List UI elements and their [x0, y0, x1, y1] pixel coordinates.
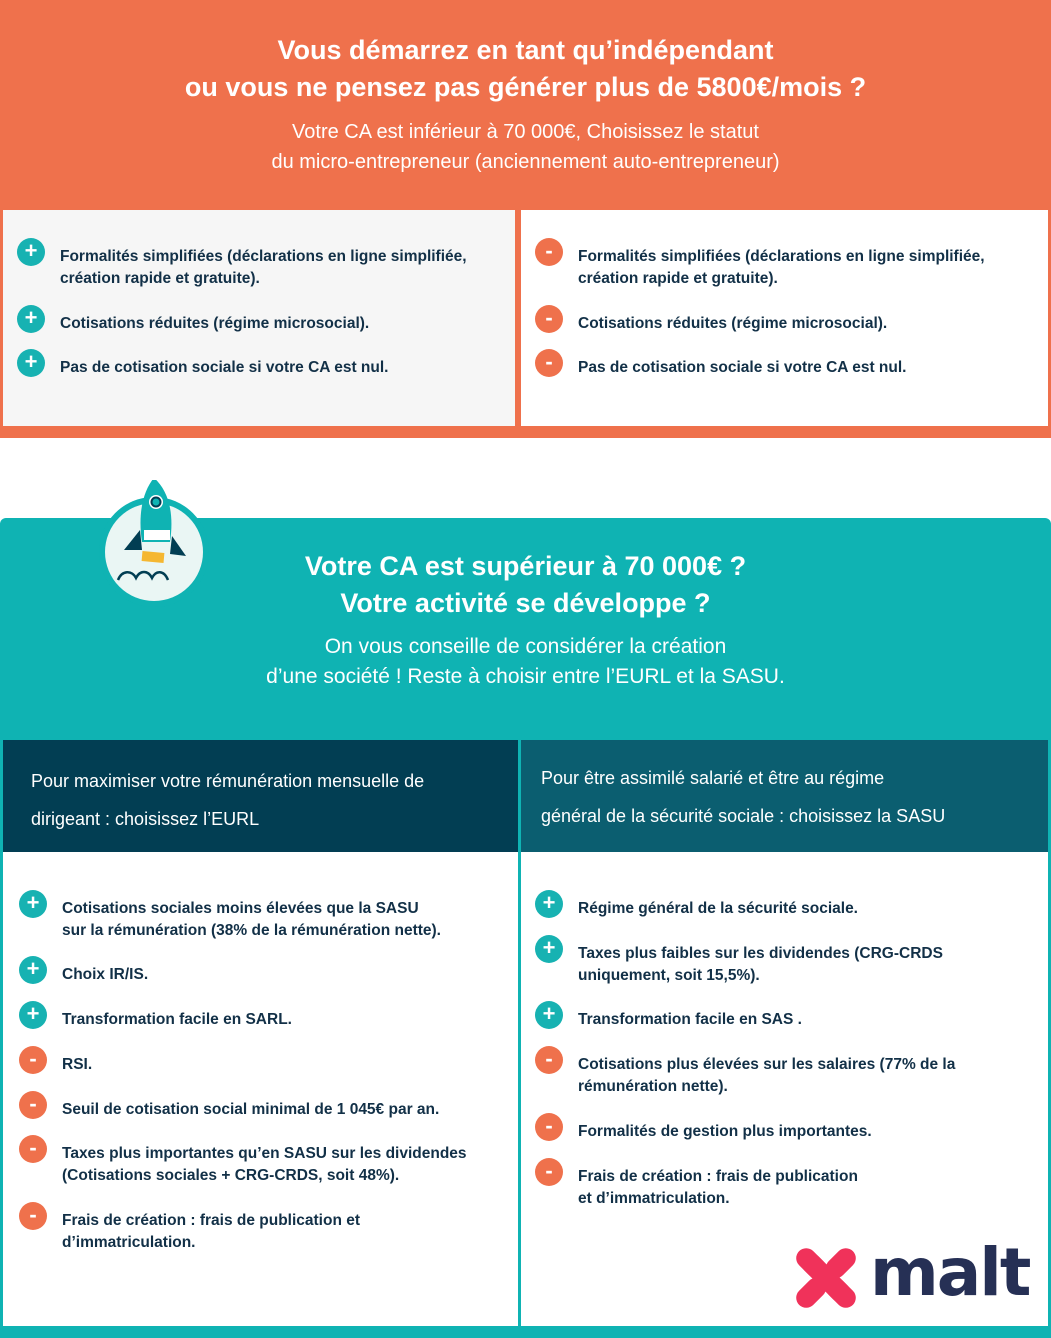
minus-icon: - [535, 305, 563, 333]
list-item [535, 238, 1038, 290]
eurl-choice-line-2: dirigeant : choisissez l’EURL [31, 809, 260, 829]
minus-icon: - [535, 349, 563, 377]
malt-logo [786, 1234, 1036, 1318]
item-text: Formalités simplifiées (déclarations en ligne simplifiée, création rapide et gratuite). [60, 248, 467, 287]
minus-icon: - [19, 1135, 47, 1163]
eurl-choice-line-1: Pour maximiser votre rémunération mensuelle de [31, 771, 425, 791]
sasu-choice-line-2: général de la sécurité sociale : choisissez la SASU [541, 806, 946, 826]
item-text: Choix IR/IS. [62, 966, 149, 983]
minus-icon: - [19, 1202, 47, 1230]
eurl-panel [3, 852, 518, 1326]
rocket-icon [96, 470, 214, 610]
minus-icon: - [535, 238, 563, 266]
item-text: Pas de cotisation sociale si votre CA est nul. [578, 359, 907, 376]
list-item [19, 890, 508, 942]
subtitle-line-1: On vous conseille de considérer la création [324, 635, 727, 658]
micro-entrepreneur-subtitle [0, 117, 1051, 177]
minus-icon: - [535, 1046, 563, 1074]
list-item [535, 1046, 1038, 1098]
title-line-2: Votre activité se développe ? [340, 588, 711, 618]
item-text: Seuil de cotisation social minimal de 1 045€ par an. [62, 1101, 440, 1118]
plus-icon: + [535, 1001, 563, 1029]
item-text: Formalités simplifiées (déclarations en ligne simplifiée, création rapide et gratuite). [578, 248, 985, 287]
eurl-choice-banner [3, 740, 518, 852]
list-item [535, 935, 1038, 987]
list-item [19, 1202, 508, 1254]
plus-icon: + [19, 1001, 47, 1029]
list-item [19, 1001, 508, 1031]
company-section-subtitle [0, 632, 1051, 692]
item-text: Pas de cotisation sociale si votre CA est nul. [60, 359, 389, 376]
list-item [535, 1113, 1038, 1143]
subtitle-line-1: Votre CA est inférieur à 70 000€, Choisissez le statut [292, 121, 759, 143]
list-item [17, 349, 505, 379]
plus-icon: + [19, 956, 47, 984]
micro-entrepreneur-title [0, 32, 1051, 106]
list-item [17, 305, 505, 335]
list-item [535, 349, 1038, 379]
minus-icon: - [19, 1046, 47, 1074]
plus-icon: + [17, 349, 45, 377]
list-item [19, 956, 508, 986]
item-text: Taxes plus importantes qu’en SASU sur les dividendes (Cotisations sociales + CRG-CRDS, soit 48%). [62, 1145, 467, 1184]
list-item [535, 305, 1038, 335]
title-line-1: Votre CA est supérieur à 70 000€ ? [304, 551, 747, 581]
bottom-border [0, 1326, 1051, 1338]
item-text: Formalités de gestion plus importantes. [578, 1123, 872, 1140]
plus-icon: + [17, 238, 45, 266]
subtitle-line-2: du micro-entrepreneur (anciennement auto-entrepreneur) [271, 151, 780, 173]
item-text: RSI. [62, 1056, 93, 1073]
list-item [19, 1091, 508, 1121]
micro-entrepreneur-section [0, 0, 1051, 438]
item-text: Taxes plus faibles sur les dividendes (CRG-CRDS uniquement, soit 15,5%). [578, 945, 943, 984]
list-item [535, 890, 1038, 920]
item-text: Cotisations sociales moins élevées que la SASU sur la rémunération (38% de la rémunération nette). [62, 900, 441, 939]
plus-icon: + [535, 890, 563, 918]
subtitle-line-2: d’une société ! Reste à choisir entre l’EURL et la SASU. [266, 665, 785, 688]
plus-icon: + [19, 890, 47, 918]
list-item [17, 238, 505, 290]
malt-flower-icon [786, 1238, 866, 1318]
item-text: Cotisations plus élevées sur les salaires (77% de la rémunération nette). [578, 1056, 956, 1095]
sasu-choice-banner [521, 740, 1048, 852]
advantages-panel [3, 210, 515, 426]
item-text: Cotisations réduites (régime microsocial). [60, 315, 370, 332]
list-item [535, 1158, 1038, 1210]
title-line-2: ou vous ne pensez pas générer plus de 5800€/mois ? [184, 72, 867, 102]
plus-icon: + [17, 305, 45, 333]
micro-entrepreneur-header [0, 0, 1051, 208]
item-text: Frais de création : frais de publication et d’immatriculation. [62, 1212, 361, 1251]
plus-icon: + [535, 935, 563, 963]
minus-icon: - [535, 1113, 563, 1141]
title-line-1: Vous démarrez en tant qu’indépendant [277, 35, 774, 65]
minus-icon: - [19, 1091, 47, 1119]
item-text: Frais de création : frais de publication et d’immatriculation. [578, 1168, 858, 1207]
minus-icon: - [535, 1158, 563, 1186]
list-item [19, 1046, 508, 1076]
item-text: Cotisations réduites (régime microsocial). [578, 315, 888, 332]
sasu-choice-line-1: Pour être assimilé salarié et être au régime [541, 768, 885, 788]
item-text: Transformation facile en SARL. [62, 1011, 292, 1028]
disadvantages-panel [521, 210, 1048, 426]
item-text: Transformation facile en SAS . [578, 1011, 802, 1028]
list-item [535, 1001, 1038, 1031]
list-item [19, 1135, 508, 1187]
malt-wordmark: malt [870, 1234, 1030, 1311]
item-text: Régime général de la sécurité sociale. [578, 900, 858, 917]
